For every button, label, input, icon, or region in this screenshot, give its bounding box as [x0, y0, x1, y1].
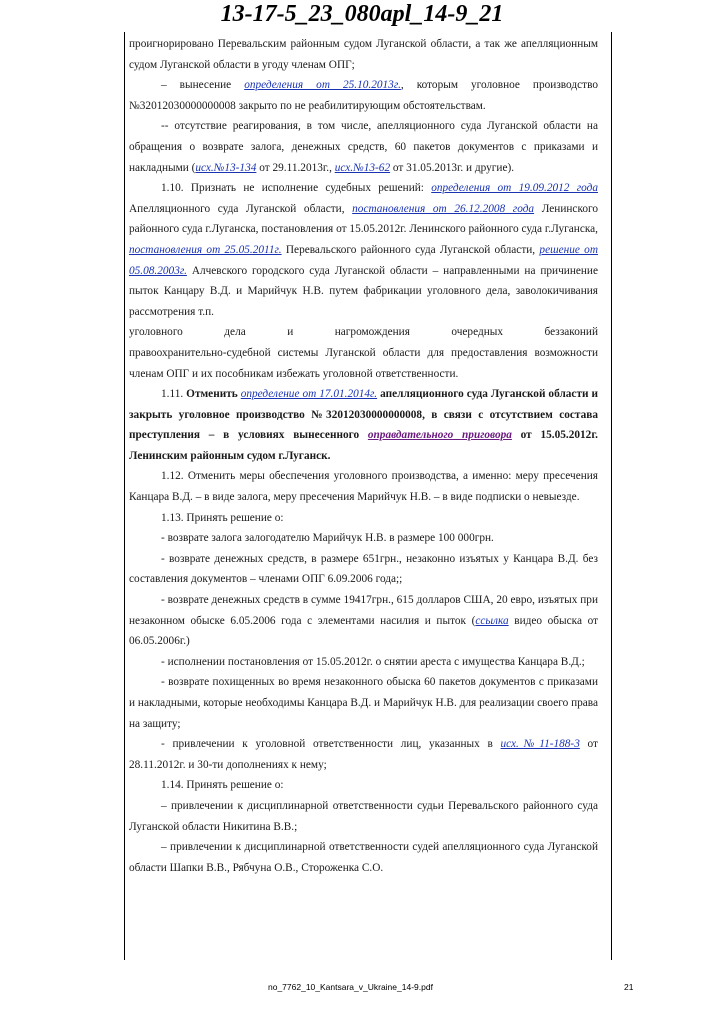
link-ruling-19-09-2012[interactable]: определения от 19.09.2012 года [431, 182, 598, 195]
paragraph: - возврате денежных средств, в размере 651грн., незаконно изъятых у Канцара В.Д. без составления документов – членами ОПГ 6.09.2006 года;; [129, 552, 598, 586]
paragraph [129, 75, 598, 116]
text: от 29.11.2013г., [256, 161, 335, 174]
paragraph: 1.14. Принять решение о: [161, 779, 284, 792]
paragraph [129, 178, 598, 322]
link-resolution-26-12-2008[interactable]: постановления от 26.12.2008 года [352, 202, 535, 215]
text: – вынесение [161, 79, 245, 92]
link-ref-13-62[interactable]: исх.№13-62 [334, 161, 391, 174]
text: Перевальского районного суда Луганской области, [281, 243, 540, 256]
link-ref-13-134[interactable]: исх.№13-134 [195, 161, 257, 174]
text: Апелляционного суда Луганской области, [129, 202, 353, 215]
paragraph [129, 34, 598, 75]
link-ruling-25-10-2013[interactable]: определения от 25.10.2013г. [244, 79, 401, 92]
text: - возврате денежных средств в сумме 19417грн., 615 долларов США, 20 евро, изъятых при незаконном обыске 6.05.2006 года с элементами насилия и пыток ( [129, 594, 598, 627]
bold-text: апелляционного суда Луганской области и закрыть уголовное производство №32012030000000008, в связи с отсутствием состава преступления – в условиях вынесенного [129, 388, 598, 442]
paragraph-line: уголовного дела и нагромождения очередных беззаконий [129, 326, 598, 339]
paragraph [129, 116, 598, 178]
text: Алчевского городского суда Луганской области – направленными на причинение пыток Канцару В.Д. и Марийчук Н.В. путем фабрикации уголовного дела, заволокичивания рассмотрения т.п. [129, 264, 598, 318]
text: от 31.05.2013г. и другие). [390, 161, 515, 174]
link-video[interactable]: ссылка [475, 614, 509, 627]
paragraph: – привлечении к дисциплинарной ответственности судей апелляционного суда Луганской области Шапки В.В., Рябчуна О.В., Стороженка С.О. [129, 841, 598, 874]
link-decision-05-08-2003[interactable]: решение от 05.08.2003г. [129, 243, 598, 277]
paragraph: 1.13. Принять решение о: [161, 511, 284, 524]
paragraph: 1.12. Отменить меры обеспечения уголовного производства, а именно: меру пресечения Канцара В.Д. – в виде залога, меру пресечения Марийчук Н.В. – в виде подписки о невыезде. [129, 470, 598, 504]
bold-text: Отменить [186, 388, 241, 401]
paragraph: - возврате похищенных во время незаконного обыска 60 пакетов документов с приказами и накладными, которые необходимы Канцара В.Д. и Марийчук Н.В. для реализации своего права на защиту; [129, 676, 598, 730]
link-resolution-25-05-2011[interactable]: постановления от 25.05.2011г. [129, 243, 282, 256]
text: видео обыска от 06.05.2006г.) [129, 614, 599, 648]
paragraph: - возврате залога залогодателю Марийчук Н.В. в размере 100 000грн. [161, 532, 494, 545]
text: Ленинского районного суда г.Луганска, постановления от 15.05.2012г. Ленинского районного суда г.Луганска, [129, 202, 599, 236]
paragraph [129, 734, 598, 775]
text: - привлечении к уголовной ответственности лиц, указанных в [161, 738, 501, 751]
text: -- отсутствие реагирования, в том числе, апелляционного суда Луганской области на обращения о возврате залога, денежных средств, 60 пакетов документов с приказами и накладными ( [129, 120, 598, 174]
page-number: 21 [624, 982, 634, 992]
link-ruling-17-01-2014[interactable]: определение от 17.01.2014г. [240, 388, 378, 401]
paragraph-line: правоохранительно-судебной системы Луганской области для предоставления возможности членам ОПГ и их пособникам избежать уголовной ответственности. [129, 346, 598, 380]
paragraph [129, 384, 598, 466]
paragraph: - исполнении постановления от 15.05.2012г. о снятии ареста с имущества Канцара В.Д.; [161, 655, 585, 668]
bold-text: от 15.05.2012г. Ленинским районным судом г.Луганск. [129, 429, 598, 462]
text: от 28.11.2012г. и 30-ти дополнениях к нему; [129, 738, 598, 771]
document-header-title: 13-17-5_23_080apl_14-9_21 [220, 1, 504, 27]
footer-filename: no_7762_10_Kantsara_v_Ukraine_14-9.pdf [268, 982, 433, 992]
paragraph [129, 590, 598, 652]
link-acquittal[interactable]: оправдательного приговора [367, 429, 512, 442]
paragraph: – привлечении к дисциплинарной ответственности судьи Перевальского районного суда Луганской области Никитина В.В.; [129, 799, 598, 833]
text: , которым уголовное производство №32012030000000008 закрыто по не реабилитирующим обстоятельствам. [129, 79, 598, 112]
link-ref-11-188-3[interactable]: исх.№11-188-3 [500, 738, 580, 751]
text: 1.11. [161, 388, 187, 401]
text: 1.10. Признать не исполнение судебных решений: [161, 182, 432, 195]
document-body [129, 34, 598, 878]
text: проигнорировано Перевальским районным судом Луганской области, а так же апелляционным судом Луганской области в угоду членам ОПГ; [129, 38, 598, 71]
